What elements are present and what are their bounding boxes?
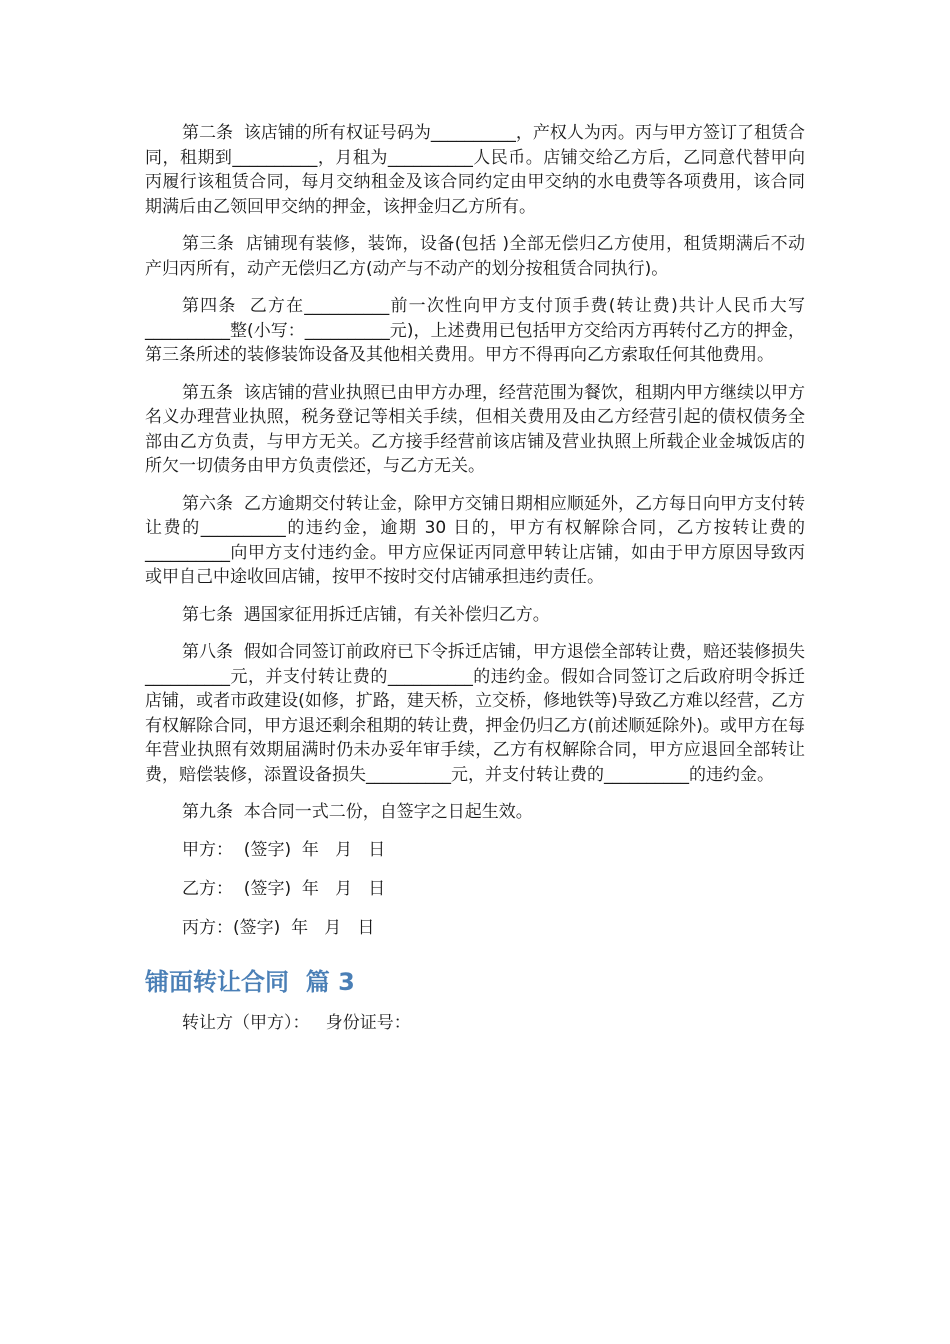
clause-2: 第二条 该店铺的所有权证号码为__________，产权人为丙。丙与甲方签订了租赁合同，租期到__________，月租为__________人民币。店铺交给乙方后，乙同意代替甲向丙履行该租赁合同，每月交纳租金及该合同约定由甲交纳的水电费等各项费用，该合同期满后由乙领回甲交纳的押金，该押金归乙方所有。	[145, 123, 805, 217]
signature-party-c: 丙方：(签字) 年 月 日	[182, 917, 375, 938]
signature-party-a: 甲方： (签字) 年 月 日	[182, 839, 386, 860]
document-page	[145, 121, 805, 1050]
clause-5: 第五条 该店铺的营业执照已由甲方办理，经营范围为餐饮，租期内甲方继续以甲方名义办理营业执照，税务登记等相关手续，但相关费用及由乙方经营引起的债权债务全部由乙方负责，与甲方无关。乙方接手经营前该店铺及营业执照上所载企业金城饭店的所欠一切债务由甲方负责偿还，与乙方无关。	[145, 382, 805, 476]
signature-party-b: 乙方： (签字) 年 月 日	[182, 878, 386, 899]
section-title: 铺面转让合同 篇 3	[145, 967, 355, 996]
clause-8: 第八条 假如合同签订前政府已下令拆迁店铺，甲方退偿全部转让费，赔还装修损失__________元，并支付转让费的__________的违约金。假如合同签订之后政府明令拆迁店铺，或者市政建设(如修，扩路，建天桥，立交桥，修地铁等)导致乙方难以经营，乙方有权解除合同，甲方退还剩余租期的转让费，押金仍归乙方(前述顺延除外)。或甲方在每年营业执照有效期届满时仍未办妥年审手续，乙方有权解除合同，甲方应退回全部转让费，赔偿装修，添置设备损失__________元，并支付转让费的__________的违约金。	[145, 642, 805, 785]
clause-7: 第七条 遇国家征用拆迁店铺，有关补偿归乙方。	[182, 604, 550, 625]
transferor-line: 转让方（甲方）： 身份证号：	[182, 1012, 411, 1033]
clause-9: 第九条 本合同一式二份，自签字之日起生效。	[182, 802, 533, 822]
clause-3: 第三条 店铺现有装修，装饰，设备(包括 )全部无偿归乙方使用，租赁期满后不动产归丙所有，动产无偿归乙方(动产与不动产的划分按租赁合同执行)。	[145, 234, 805, 279]
clause-6: 第六条 乙方逾期交付转让金，除甲方交铺日期相应顺延外，乙方每日向甲方支付转让费的__________的违约金，逾期 30 日的，甲方有权解除合同，乙方按转让费的__________向甲方支付违约金。甲方应保证丙同意甲转让店铺，如由于甲方原因导致丙或甲自己中途收回店铺，按甲不按时交付店铺承担违约责任。	[145, 493, 805, 587]
clause-4: 第四条 乙方在__________前一次性向甲方支付顶手费(转让费)共计人民币大写__________整(小写：__________元)，上述费用已包括甲方交给丙方再转付乙方的押金，第三条所述的装修装饰设备及其他相关费用。甲方不得再向乙方索取任何其他费用。	[145, 296, 805, 365]
